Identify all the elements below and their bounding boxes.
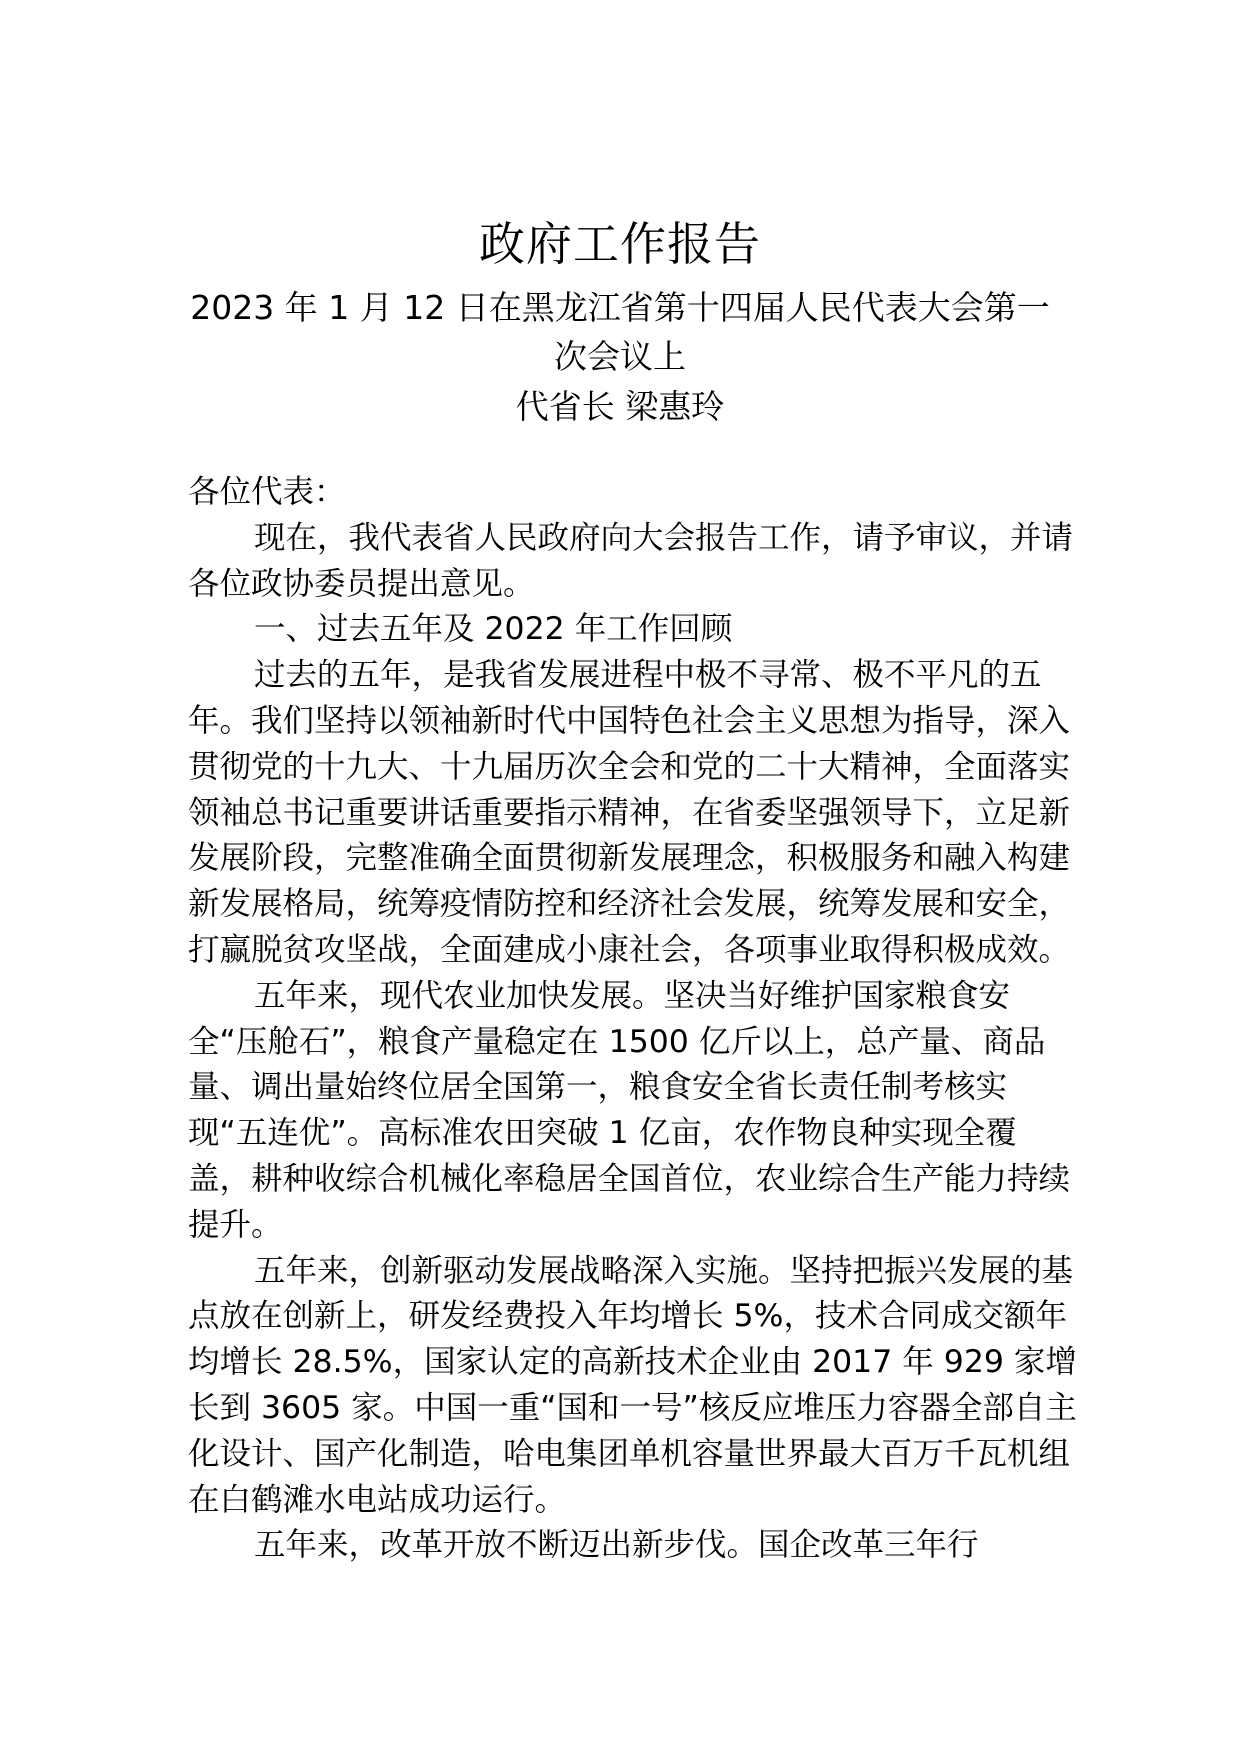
paragraph-innovation: 五年来，创新驱动发展战略深入实施。坚持把振兴发展的基点放在创新上，研发经费投入年均增长 5%，技术合同成交额年均增长 28.5%，国家认定的高新技术企业由 2017 年 929 家增长到 3605 家。中国一重“国和一号”核反应堆压力容器全部自主化设计、国产化制造，哈电集团单机容量世界最大百万千瓦机组在白鹤滩水电站成功运行。	[188, 1252, 1077, 1518]
paragraph-intro: 现在，我代表省人民政府向大会报告工作，请予审议，并请各位政协委员提出意见。	[188, 519, 1074, 602]
document-body	[188, 470, 1078, 1569]
section-heading: 一、过去五年及 2022 年工作回顾	[254, 611, 733, 648]
paragraph-five-years: 过去的五年，是我省发展进程中极不寻常、极不平凡的五年。我们坚持以领袖新时代中国特色社会主义思想为指导，深入贯彻党的十九大、十九届历次全会和党的二十大精神，全面落实领袖总书记重要讲话重要指示精神，在省委坚强领导下，立足新发展阶段，完整准确全面贯彻新发展理念，积极服务和融入构建新发展格局，统筹疫情防控和经济社会发展，统筹发展和安全，打赢脱贫攻坚战，全面建成小康社会，各项事业取得积极成效。	[188, 657, 1071, 968]
paragraph-reform: 五年来，改革开放不断迈出新步伐。国企改革三年行	[254, 1527, 979, 1564]
document-subtitle: 2023 年 1 月 12 日在黑龙江省第十四届人民代表大会第一次会议上	[190, 288, 1050, 376]
salutation: 各位代表：	[188, 474, 346, 510]
document-title: 政府工作报告	[479, 217, 761, 271]
paragraph-agriculture: 五年来，现代农业加快发展。坚决当好维护国家粮食安全“压舱石”，粮食产量稳定在 1500 亿斤以上，总产量、商品量、调出量始终位居全国第一，粮食安全省长责任制考核实现“五连优”。高标准农田突破 1 亿亩，农作物良种实现全覆盖，耕种收综合机械化率稳居全国首位，农业综合生产能力持续提升。	[188, 977, 1071, 1243]
document-author: 代省长 梁惠玲	[515, 387, 725, 426]
